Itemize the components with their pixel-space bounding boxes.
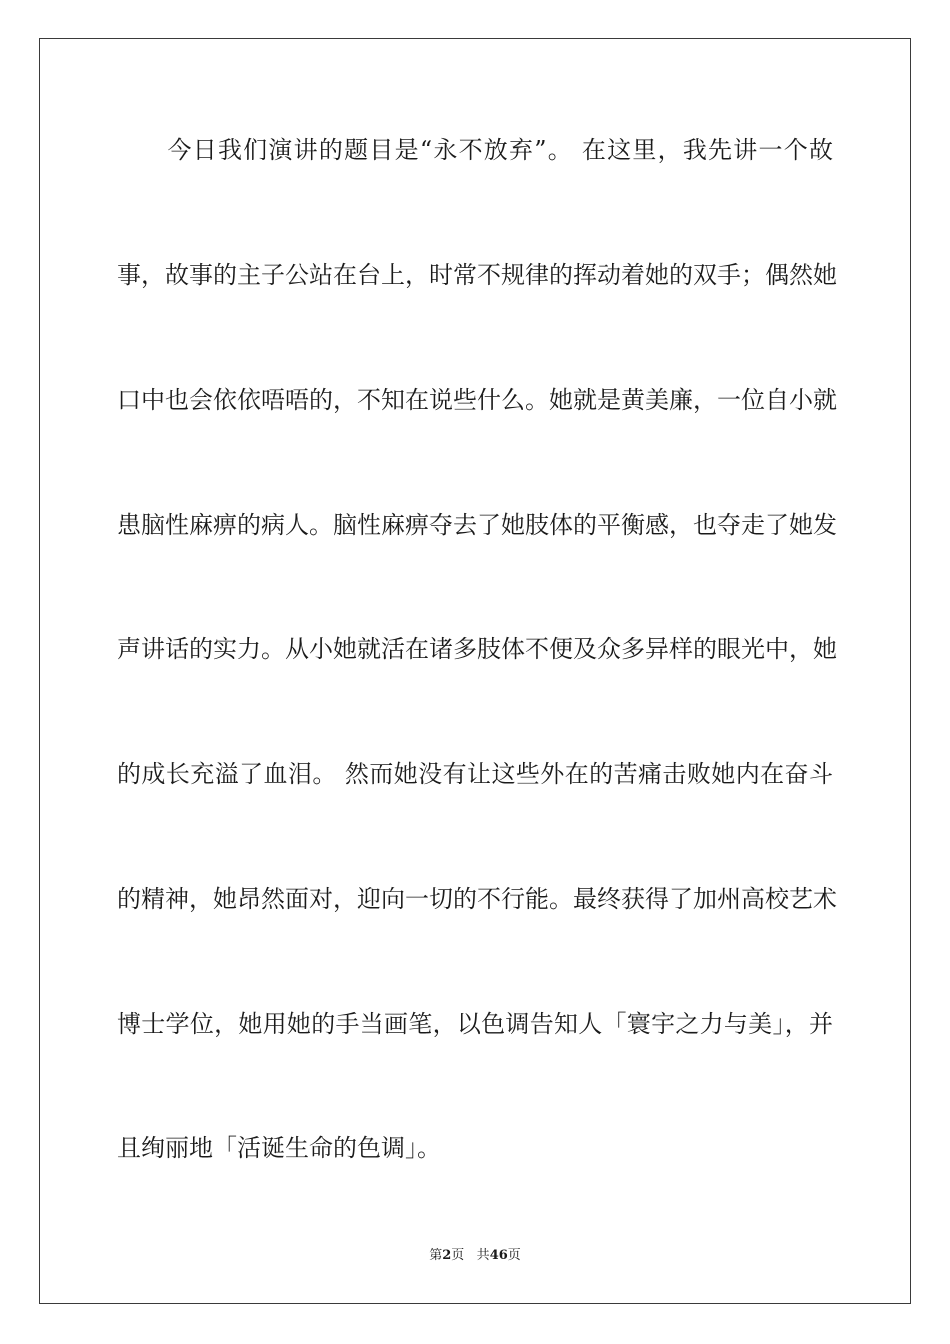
paragraph-line-8: 博士学位，她用她的手当画笔，以色调告知人「寰宇之力与美」，并	[117, 1010, 833, 1038]
page-footer	[0, 1247, 950, 1265]
paragraph-line-3: 口中也会依依唔唔的，不知在说些什么。她就是黄美廉，一位自小就	[117, 386, 837, 414]
footer-page-number: 2	[442, 1248, 452, 1263]
footer-total-prefix: 共	[476, 1248, 490, 1263]
paragraph-line-9: 且绚丽地「活诞生命的色调」。	[117, 1134, 441, 1162]
paragraph-line-6: 的成长充溢了血泪。 然而她没有让这些外在的苦痛击败她内在奋斗	[117, 760, 833, 788]
paragraph-line-7: 的精神，她昂然面对，迎向一切的不行能。最终获得了加州高校艺术	[117, 885, 837, 913]
paragraph-line-1: 今日我们演讲的题目是“永不放弃”。 在这里，我先讲一个故	[117, 136, 833, 164]
footer-total-pages: 46	[489, 1248, 508, 1263]
paragraph-line-2: 事，故事的主子公站在台上，时常不规律的挥动着她的双手；偶然她	[117, 261, 837, 289]
page-border	[39, 38, 911, 1304]
footer-total-suffix: 页	[507, 1248, 521, 1263]
paragraph-line-5: 声讲话的实力。从小她就活在诸多肢体不便及众多异样的眼光中，她	[117, 635, 837, 663]
footer-page-suffix: 页	[451, 1248, 465, 1263]
footer-prefix: 第	[429, 1248, 443, 1263]
paragraph-line-4: 患脑性麻痹的病人。脑性麻痹夺去了她肢体的平衡感，也夺走了她发	[117, 511, 837, 539]
